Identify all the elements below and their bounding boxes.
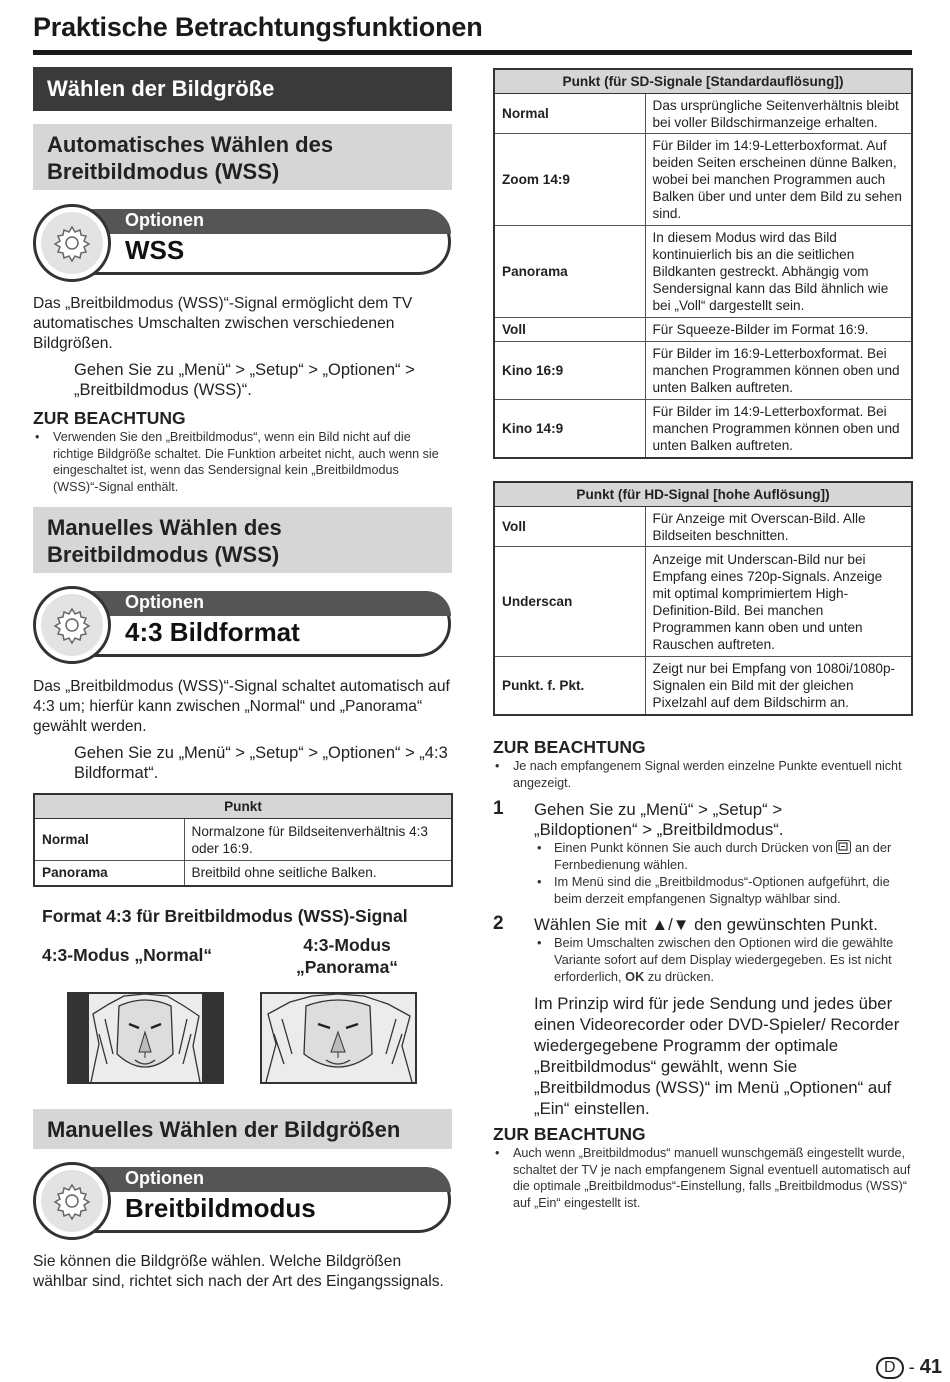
format43-menu-path: Gehen Sie zu „Menü“ > „Setup“ > „Optionen“ > „4:3 Bildformat“. xyxy=(74,744,448,782)
option-label: Optionen xyxy=(125,210,204,230)
step-text xyxy=(534,915,914,935)
option-name: Breitbildmodus xyxy=(125,1193,316,1223)
row-key: Punkt. f. Pkt. xyxy=(494,657,645,715)
option-box-wss xyxy=(33,204,453,282)
bullet-text: Beim Umschalten zwischen den Optionen wird die gewählte Variante sofort auf dem Display wiedergegeben. Es ist nicht erforderlich, xyxy=(554,935,894,984)
table-row xyxy=(494,657,912,715)
language-badge: D xyxy=(876,1357,904,1379)
row-key: Zoom 14:9 xyxy=(494,134,645,226)
title-rule xyxy=(33,50,912,55)
wss-description: Das „Breitbildmodus (WSS)“-Signal ermöglicht dem TV automatisches Umschalten zwischen verschiedenen Bildgrößen. xyxy=(33,295,413,352)
note-list xyxy=(493,758,913,791)
row-value: Für Anzeige mit Overscan-Bild. Alle Bildseiten beschnitten. xyxy=(645,507,912,547)
up-down-arrows-icon: ▲/▼ xyxy=(651,915,690,934)
row-value: Für Bilder im 14:9-Letterboxformat. Auf beiden Seiten erscheinen dünne Balken, wobei bei manchen Programmen auch Balken über und unter dem Bild zu sehen sind. xyxy=(645,134,912,226)
table-header: Punkt (für HD-Signal [hohe Auflösung]) xyxy=(494,482,912,507)
section-heading: Wählen der Bildgröße xyxy=(33,67,452,111)
subheading-sizes: Manuelles Wählen der Bildgrößen xyxy=(33,1109,452,1149)
ok-key-label: OK xyxy=(625,969,645,984)
step1-bullets xyxy=(534,839,912,907)
option-name: 4:3 Bildformat xyxy=(125,617,300,647)
row-value: Normalzone für Bildseitenverhältnis 4:3 oder 16:9. xyxy=(184,819,452,861)
note-item: • Je nach empfangenem Signal werden einzelne Punkte eventuell nicht angezeigt. xyxy=(493,758,913,791)
subheading-manual-wss: Manuelles Wählen des Breitbildmodus (WSS) xyxy=(33,507,452,573)
gear-icon xyxy=(33,1162,111,1240)
note-list xyxy=(493,1145,913,1211)
table-row xyxy=(494,507,912,547)
page-separator: - xyxy=(908,1357,915,1377)
page-number-value: 41 xyxy=(919,1356,942,1378)
page-title: Praktische Betrachtungsfunktionen xyxy=(33,12,483,42)
row-key: Voll xyxy=(494,318,645,342)
page-number xyxy=(876,1356,942,1379)
table-row xyxy=(494,400,912,458)
wss-menu-path: Gehen Sie zu „Menü“ > „Setup“ > „Optionen“ > „Breitbildmodus (WSS)“. xyxy=(74,361,415,399)
option-label: Optionen xyxy=(125,1168,204,1188)
note-heading: ZUR BEACHTUNG xyxy=(493,1124,646,1144)
note-item: • Auch wenn „Breitbildmodus“ manuell wunschgemäß eingestellt wurde, schaltet der TV je nach empfangenem Signal eventuell automatisch auf die optimale „Breitbildmodus“-Einstellung, falls „Breitbildmodus (WSS)“ auf „Ein“ eingestellt ist. xyxy=(493,1145,913,1211)
step-number: 2 xyxy=(493,913,504,934)
hd-table xyxy=(493,481,913,716)
figure-label-normal: 4:3-Modus „Normal“ xyxy=(42,945,213,965)
row-key: Underscan xyxy=(494,547,645,657)
remote-button-icon xyxy=(836,840,851,854)
sd-table xyxy=(493,68,913,459)
figure-label-panorama: 4:3-Modus „Panorama“ xyxy=(295,935,399,977)
step-text: Gehen Sie zu „Menü“ > „Setup“ > „Bildoptionen“ > „Breitbildmodus“. xyxy=(534,800,784,839)
format43-table xyxy=(33,793,453,887)
step-text-part: Wählen Sie mit xyxy=(534,915,647,934)
subheading-auto-wss: Automatisches Wählen des Breitbildmodus (WSS) xyxy=(33,124,452,190)
wss-note-list xyxy=(33,429,443,495)
table-row xyxy=(494,342,912,400)
option-label: Optionen xyxy=(125,592,204,612)
table-row xyxy=(494,547,912,657)
row-key: Voll xyxy=(494,507,645,547)
principle-paragraph: Im Prinzip wird für jede Sendung und jedes über einen Videorecorder oder DVD-Spieler/ Recorder wiedergegebene Programm der optimale „Breitbildmodus“ gewählt, wenn Sie „Breitbildmodus (WSS)“ im Menü „Optionen“ auf „Ein“ einstellen. xyxy=(534,994,900,1118)
table-row xyxy=(494,94,912,134)
option-box-43 xyxy=(33,586,453,664)
bullet-text: Einen Punkt können Sie auch durch Drücken von xyxy=(554,840,833,855)
option-name: WSS xyxy=(125,235,185,265)
gear-icon xyxy=(33,204,111,282)
step-bullet xyxy=(534,839,912,873)
figure-heading: Format 4:3 für Breitbildmodus (WSS)-Signal xyxy=(42,906,408,926)
step-bullet xyxy=(534,934,912,985)
row-key: Normal xyxy=(34,819,184,861)
table-row xyxy=(494,134,912,226)
step2-bullets xyxy=(534,934,912,985)
row-value: Zeigt nur bei Empfang von 1080i/1080p-Signalen ein Bild mit der gleichen Pixelzahl auf dem Bildschirm an. xyxy=(645,657,912,715)
note-heading: ZUR BEACHTUNG xyxy=(493,737,646,757)
table-row xyxy=(494,226,912,318)
format43-description: Das „Breitbildmodus (WSS)“-Signal schaltet automatisch auf 4:3 um; hierfür kann zwischen „Normal“ und „Panorama“ gewählt werden. xyxy=(33,678,450,735)
breitbild-description: Sie können die Bildgröße wählen. Welche Bildgrößen wählbar sind, richtet sich nach der Art des Eingangssignals. xyxy=(33,1253,444,1290)
row-value: Das ursprüngliche Seitenverhältnis bleibt bei voller Bildschirmanzeige erhalten. xyxy=(645,94,912,134)
bullet-text: an der Fernbedienung wählen. xyxy=(554,840,892,872)
gear-icon xyxy=(33,586,111,664)
table-row xyxy=(34,819,452,861)
row-value: In diesem Modus wird das Bild kontinuierlich bis an die seitlichen Bildkanten gestreckt. Abhängig vom Sendersignal kann das Bild ähnlich wie bei „Voll“ dargestellt sein. xyxy=(645,226,912,318)
option-box-breitbild xyxy=(33,1162,453,1240)
row-key: Kino 16:9 xyxy=(494,342,645,400)
table-header: Punkt (für SD-Signale [Standardauflösung]) xyxy=(494,69,912,94)
row-value: Anzeige mit Underscan-Bild nur bei Empfang eines 720p-Signals. Anzeige mit optimal komprimiertem High-Definition-Bild. Bei manchen Programmen kann oben und unten Rauschen auftreten. xyxy=(645,547,912,657)
step-bullet: • Im Menü sind die „Breitbildmodus“-Optionen aufgeführt, die beim derzeit empfangenen Signaltyp wählbar sind. xyxy=(534,873,912,907)
row-key: Panorama xyxy=(494,226,645,318)
note-item: • Verwenden Sie den „Breitbildmodus“, wenn ein Bild nicht auf die richtige Bildgröße schaltet. Die Funktion arbeitet nicht, auch wenn sie eingeschaltet ist, wenn das Sendersignal kein „Breitbildmodus (WSS)“-Signal enthält. xyxy=(33,429,443,495)
note-heading: ZUR BEACHTUNG xyxy=(33,408,186,428)
row-key: Normal xyxy=(494,94,645,134)
table-header: Punkt xyxy=(34,794,452,819)
table-row xyxy=(494,318,912,342)
lion-image-panorama xyxy=(260,992,417,1084)
row-value: Für Squeeze-Bilder im Format 16:9. xyxy=(645,318,912,342)
row-value: Für Bilder im 16:9-Letterboxformat. Bei manchen Programmen können oben und unten Balken auftreten. xyxy=(645,342,912,400)
lion-image-normal xyxy=(67,992,224,1084)
row-value: Breitbild ohne seitliche Balken. xyxy=(184,861,452,886)
table-row xyxy=(34,861,452,886)
row-value: Für Bilder im 14:9-Letterboxformat. Bei manchen Programmen können oben und unten Balken auftreten. xyxy=(645,400,912,458)
row-key: Panorama xyxy=(34,861,184,886)
step-number: 1 xyxy=(493,798,504,819)
row-key: Kino 14:9 xyxy=(494,400,645,458)
step-text-part: den gewünschten Punkt. xyxy=(694,915,878,934)
bullet-text: zu drücken. xyxy=(647,969,715,984)
